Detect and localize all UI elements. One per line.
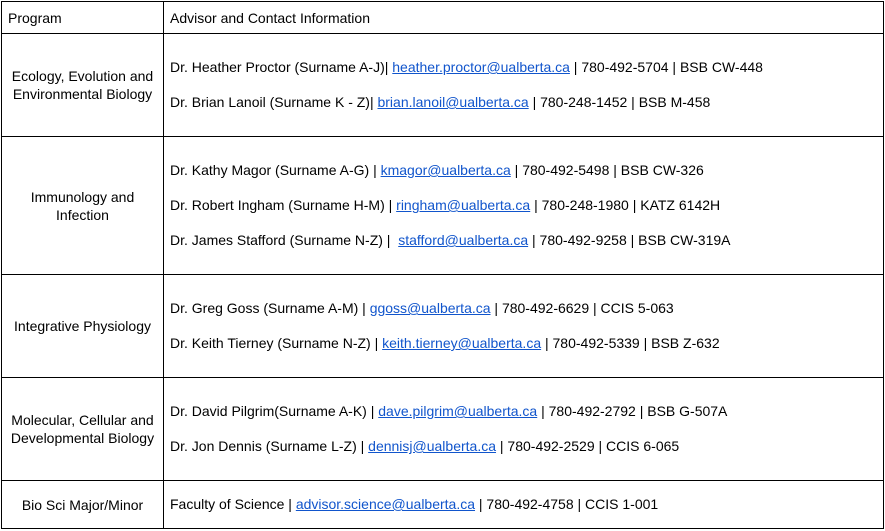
header-advisor: Advisor and Contact Information <box>164 2 884 34</box>
contact-line <box>170 394 883 429</box>
contact-line <box>170 291 883 326</box>
contact-details: | 780-492-5339 | BSB Z-632 <box>541 335 720 351</box>
contact-details: | 780-248-1980 | KATZ 6142H <box>530 197 721 213</box>
email-link[interactable]: ggoss@ualberta.ca <box>369 300 491 316</box>
email-link[interactable]: dennisj@ualberta.ca <box>368 438 497 454</box>
table-row <box>2 137 884 275</box>
contacts-cell <box>164 137 884 275</box>
email-link[interactable]: kmagor@ualberta.ca <box>380 162 511 178</box>
contact-line <box>170 153 883 188</box>
contact-details: | 780-492-2529 | CCIS 6-065 <box>496 438 680 454</box>
advisor-name: Dr. James Stafford (Surname N-Z) | <box>170 232 399 248</box>
program-name: Bio Sci Major/Minor <box>2 481 164 529</box>
table-row <box>2 275 884 378</box>
advisor-name: Dr. Robert Ingham (Surname H-M) | <box>170 197 397 213</box>
contacts-cell <box>164 481 884 529</box>
contacts-cell <box>164 275 884 378</box>
advisor-name: Dr. Greg Goss (Surname A-M) | <box>170 300 370 316</box>
advisor-name: Dr. Jon Dennis (Surname L-Z) | <box>170 438 369 454</box>
advisor-name: Dr. Keith Tierney (Surname N-Z) | <box>170 335 383 351</box>
contact-line <box>170 487 883 522</box>
contact-details: | 780-492-5498 | BSB CW-326 <box>510 162 704 178</box>
email-link[interactable]: dave.pilgrim@ualberta.ca <box>378 403 538 419</box>
advisor-name: Dr. Brian Lanoil (Surname K - Z)| <box>170 94 378 110</box>
advisor-name: Dr. Kathy Magor (Surname A-G) | <box>170 162 381 178</box>
email-link[interactable]: advisor.science@ualberta.ca <box>295 496 476 512</box>
header-row <box>2 2 884 34</box>
contact-details: | 780-492-6629 | CCIS 5-063 <box>490 300 674 316</box>
advisor-table <box>1 1 884 529</box>
program-name: Ecology, Evolution and Environmental Biology <box>2 34 164 137</box>
advisor-name: Dr. David Pilgrim(Surname A-K) | <box>170 403 379 419</box>
program-name: Integrative Physiology <box>2 275 164 378</box>
table-row <box>2 34 884 137</box>
advisor-name: Faculty of Science | <box>170 496 296 512</box>
email-link[interactable]: heather.proctor@ualberta.ca <box>392 59 570 75</box>
email-link[interactable]: brian.lanoil@ualberta.ca <box>377 94 529 110</box>
advisor-name: Dr. Heather Proctor (Surname A-J)| <box>170 59 393 75</box>
table-row <box>2 378 884 481</box>
contact-line <box>170 326 883 361</box>
email-link[interactable]: ringham@ualberta.ca <box>396 197 531 213</box>
contact-line <box>170 429 883 464</box>
contact-line <box>170 188 883 223</box>
contact-details: | 780-248-1452 | BSB M-458 <box>528 94 711 110</box>
email-link[interactable]: stafford@ualberta.ca <box>398 232 529 248</box>
contacts-cell <box>164 34 884 137</box>
contact-line <box>170 50 883 85</box>
contact-line <box>170 85 883 120</box>
contact-line <box>170 223 883 258</box>
program-name: Immunology and Infection <box>2 137 164 275</box>
contacts-cell <box>164 378 884 481</box>
contact-details: | 780-492-5704 | BSB CW-448 <box>569 59 763 75</box>
header-program: Program <box>2 2 164 34</box>
table-row <box>2 481 884 529</box>
contact-details: | 780-492-2792 | BSB G-507A <box>537 403 728 419</box>
contact-details: | 780-492-9258 | BSB CW-319A <box>528 232 731 248</box>
program-name: Molecular, Cellular and Developmental Biology <box>2 378 164 481</box>
email-link[interactable]: keith.tierney@ualberta.ca <box>382 335 542 351</box>
contact-details: | 780-492-4758 | CCIS 1-001 <box>475 496 659 512</box>
